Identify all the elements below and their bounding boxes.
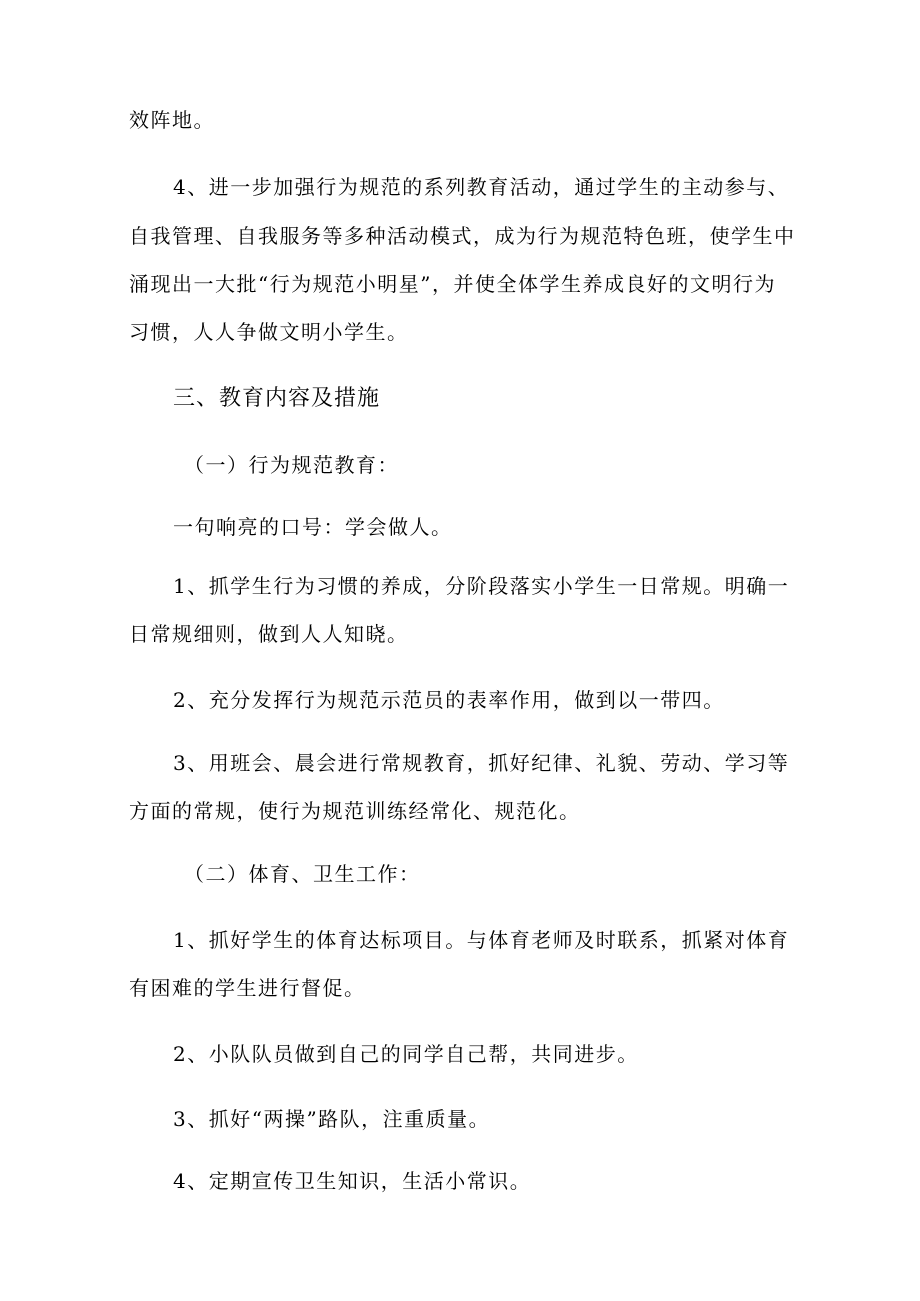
paragraph-line: 3、用班会、晨会进行常规教育，抓好纪律、礼貌、劳动、学习等 [173,751,790,775]
paragraph-line: 1、抓好学生的体育达标项目。与体育老师及时联系，抓紧对体育 [173,928,790,952]
paragraph-line: 习惯，人人争做文明小学生。 [129,320,409,344]
paragraph-line: 涌现出一大批“行为规范小明星”，并使全体学生养成良好的文明行为 [129,272,776,296]
paragraph-line: 方面的常规，使行为规范训练经常化、规范化。 [129,799,581,823]
subsection-heading: （一）行为规范教育： [184,453,399,477]
paragraph-line: 2、小队队员做到自己的同学自己帮，共同进步。 [173,1042,639,1066]
paragraph-line: 有困难的学生进行督促。 [129,976,366,1000]
paragraph-line: 效阵地。 [129,108,215,132]
paragraph-line: 1、抓学生行为习惯的养成，分阶段落实小学生一日常规。明确一 [173,574,790,598]
paragraph-line: 自我管理、自我服务等多种活动模式，成为行为规范特色班，使学生中 [129,224,796,248]
slogan-line: 一句响亮的口号：学会做人。 [173,515,453,539]
paragraph-line: 2、充分发挥行为规范示范员的表率作用，做到以一带四。 [173,688,725,712]
subsection-heading: （二）体育、卫生工作： [184,862,421,886]
paragraph-line: 4、进一步加强行为规范的系列教育活动，通过学生的主动参与、 [173,175,790,199]
paragraph-line: 4、定期宣传卫生知识，生活小常识。 [173,1169,532,1193]
paragraph-line: 日常规细则，做到人人知晓。 [129,622,409,646]
section-heading: 三、教育内容及措施 [173,386,381,411]
paragraph-line: 3、抓好“两操”路队，注重质量。 [173,1107,491,1131]
